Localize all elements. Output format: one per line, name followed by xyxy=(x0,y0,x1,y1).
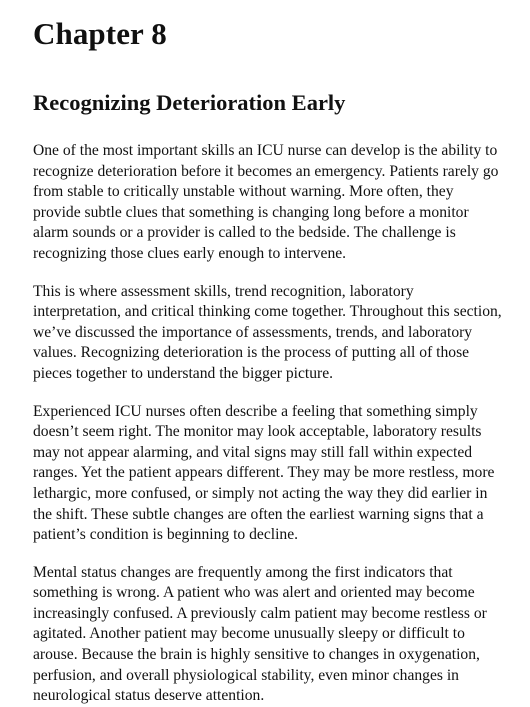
chapter-heading: Chapter 8 xyxy=(33,16,167,51)
body-paragraph: Experienced ICU nurses often describe a feeling that something simply doesn’t seem right. The monitor may look acceptable, laboratory results may not appear alarming, and vital signs may still fall within expected ranges. Yet the patient appears different. They may be more restless, more lethargic, more confused, or simply not acting the way they did earlier in the shift. These subtle changes are often the earliest warning signs that a patient’s condition is beginning to decline. xyxy=(33,402,495,544)
body-paragraph: Mental status changes are frequently among the first indicators that something is wrong. A patient who was alert and oriented may become increasingly confused. A previously calm patient may become restless or agitated. Another patient may become unusually sleepy or difficult to arouse. Because the brain is highly sensitive to changes in oxygenation, perfusion, and overall physiological stability, even minor changes in neurological status deserve attention. xyxy=(33,563,487,705)
document-page xyxy=(33,16,503,707)
chapter-title: Recognizing Deterioration Early xyxy=(33,90,346,115)
body-paragraph: One of the most important skills an ICU nurse can develop is the ability to recognize deterioration before it becomes an emergency. Patients rarely go from stable to critically unstable without warning. More often, they provide subtle clues that something is changing long before a monitor alarm sounds or a provider is called to the bedside. The challenge is recognizing those clues early enough to intervene. xyxy=(33,142,499,262)
body-paragraph: This is where assessment skills, trend recognition, laboratory interpretation, and critical thinking come together. Throughout this section, we’ve discussed the importance of assessments, trends, and laboratory values. Recognizing deterioration is the process of putting all of those pieces together to understand the bigger picture. xyxy=(33,282,502,382)
